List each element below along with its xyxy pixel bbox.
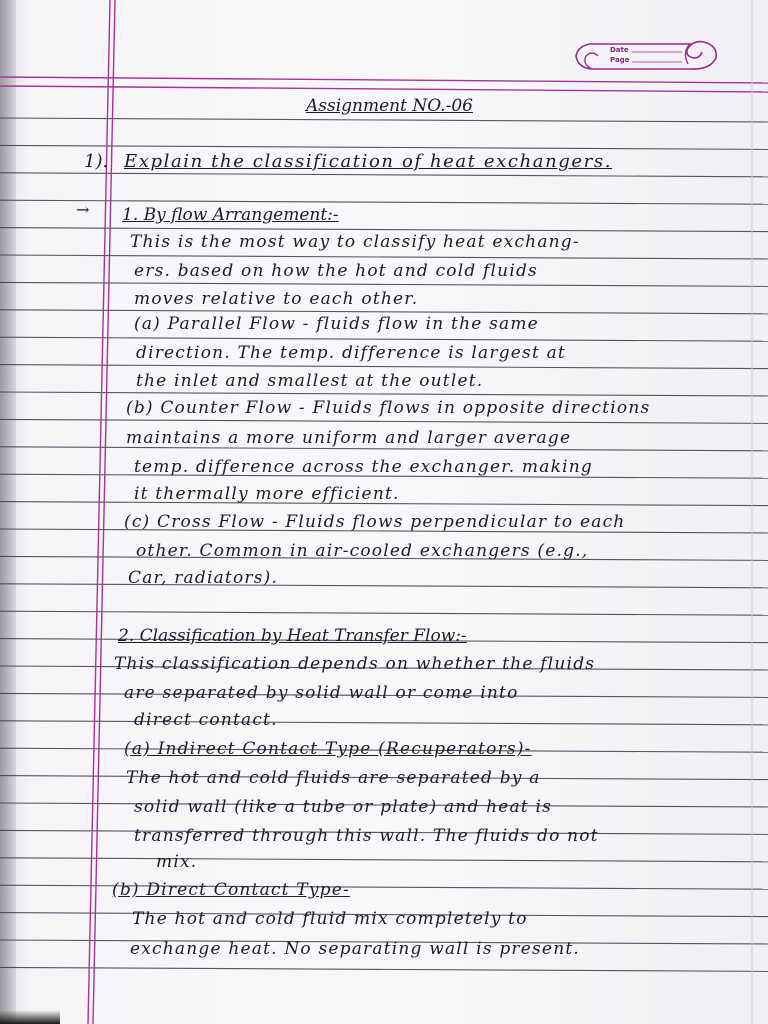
section2-line: (b) Direct Contact Type- — [112, 880, 350, 900]
date-label: Date — [610, 46, 629, 54]
rule-line — [0, 365, 768, 369]
section1-line: moves relative to each other. — [134, 289, 419, 309]
section2-heading: 2. Classification by Heat Transfer Flow:- — [118, 626, 467, 646]
section1-line: the inlet and smallest at the outlet. — [136, 371, 484, 391]
rule-line — [0, 419, 768, 423]
section1-line: (b) Counter Flow - Fluids flows in opposite directions — [126, 398, 651, 418]
rule-line — [0, 721, 768, 725]
section1-line: ers. based on how the hot and cold fluids — [134, 261, 538, 281]
section2-line: exchange heat. No separating wall is present. — [130, 939, 580, 959]
section2-line: are separated by solid wall or come into — [124, 683, 519, 703]
section1-line: This is the most way to classify heat exchang- — [130, 232, 580, 252]
rule-line — [0, 255, 768, 259]
rule-line — [0, 173, 768, 177]
section1-line: it thermally more efficient. — [134, 484, 400, 504]
rule-line — [0, 282, 768, 286]
section2-line: transferred through this wall. The fluids do not — [134, 826, 599, 846]
section2-line: mix. — [156, 852, 198, 872]
question-text: Explain the classification of heat exchangers. — [124, 151, 613, 172]
rule-line — [0, 967, 768, 971]
rule-line — [0, 337, 768, 341]
section2-line: The hot and cold fluids are separated by a — [126, 768, 541, 788]
section1-line: direction. The temp. difference is largest at — [136, 343, 566, 363]
header-line-2 — [0, 86, 768, 92]
rule-line — [0, 228, 768, 232]
rule-line — [0, 584, 768, 588]
section2-line: (a) Indirect Contact Type (Recuperators)- — [124, 739, 532, 759]
section1-line: (c) Cross Flow - Fluids flows perpendicular to each — [124, 512, 626, 532]
section1-line: temp. difference across the exchanger. making — [134, 457, 593, 477]
scroll-banner-icon — [570, 36, 720, 78]
section1-line: other. Common in air-cooled exchangers (e.g., — [136, 541, 589, 561]
section2-line: This classification depends on whether the fluids — [114, 654, 596, 674]
rule-line — [0, 118, 768, 122]
section1-heading: 1. By flow Arrangement:- — [122, 205, 339, 225]
page-label: Page — [610, 56, 630, 64]
section2-line: solid wall (like a tube or plate) and heat is — [134, 797, 553, 817]
question-number: 1). — [84, 151, 109, 172]
section1-line: maintains a more uniform and larger average — [126, 428, 572, 448]
rule-line — [0, 145, 768, 149]
rule-line — [0, 611, 768, 615]
answer-arrow: → — [76, 200, 90, 219]
section1-line: (a) Parallel Flow - fluids flow in the same — [134, 314, 539, 334]
assignment-title: Assignment NO.-06 — [306, 96, 473, 116]
section1-line: Car, radiators). — [128, 568, 279, 588]
rule-line — [0, 392, 768, 396]
date-page-box — [570, 36, 720, 78]
rule-line — [0, 200, 768, 204]
section2-line: The hot and cold fluid mix completely to — [132, 909, 528, 929]
rule-line — [0, 858, 768, 862]
section2-line: direct contact. — [134, 710, 278, 730]
